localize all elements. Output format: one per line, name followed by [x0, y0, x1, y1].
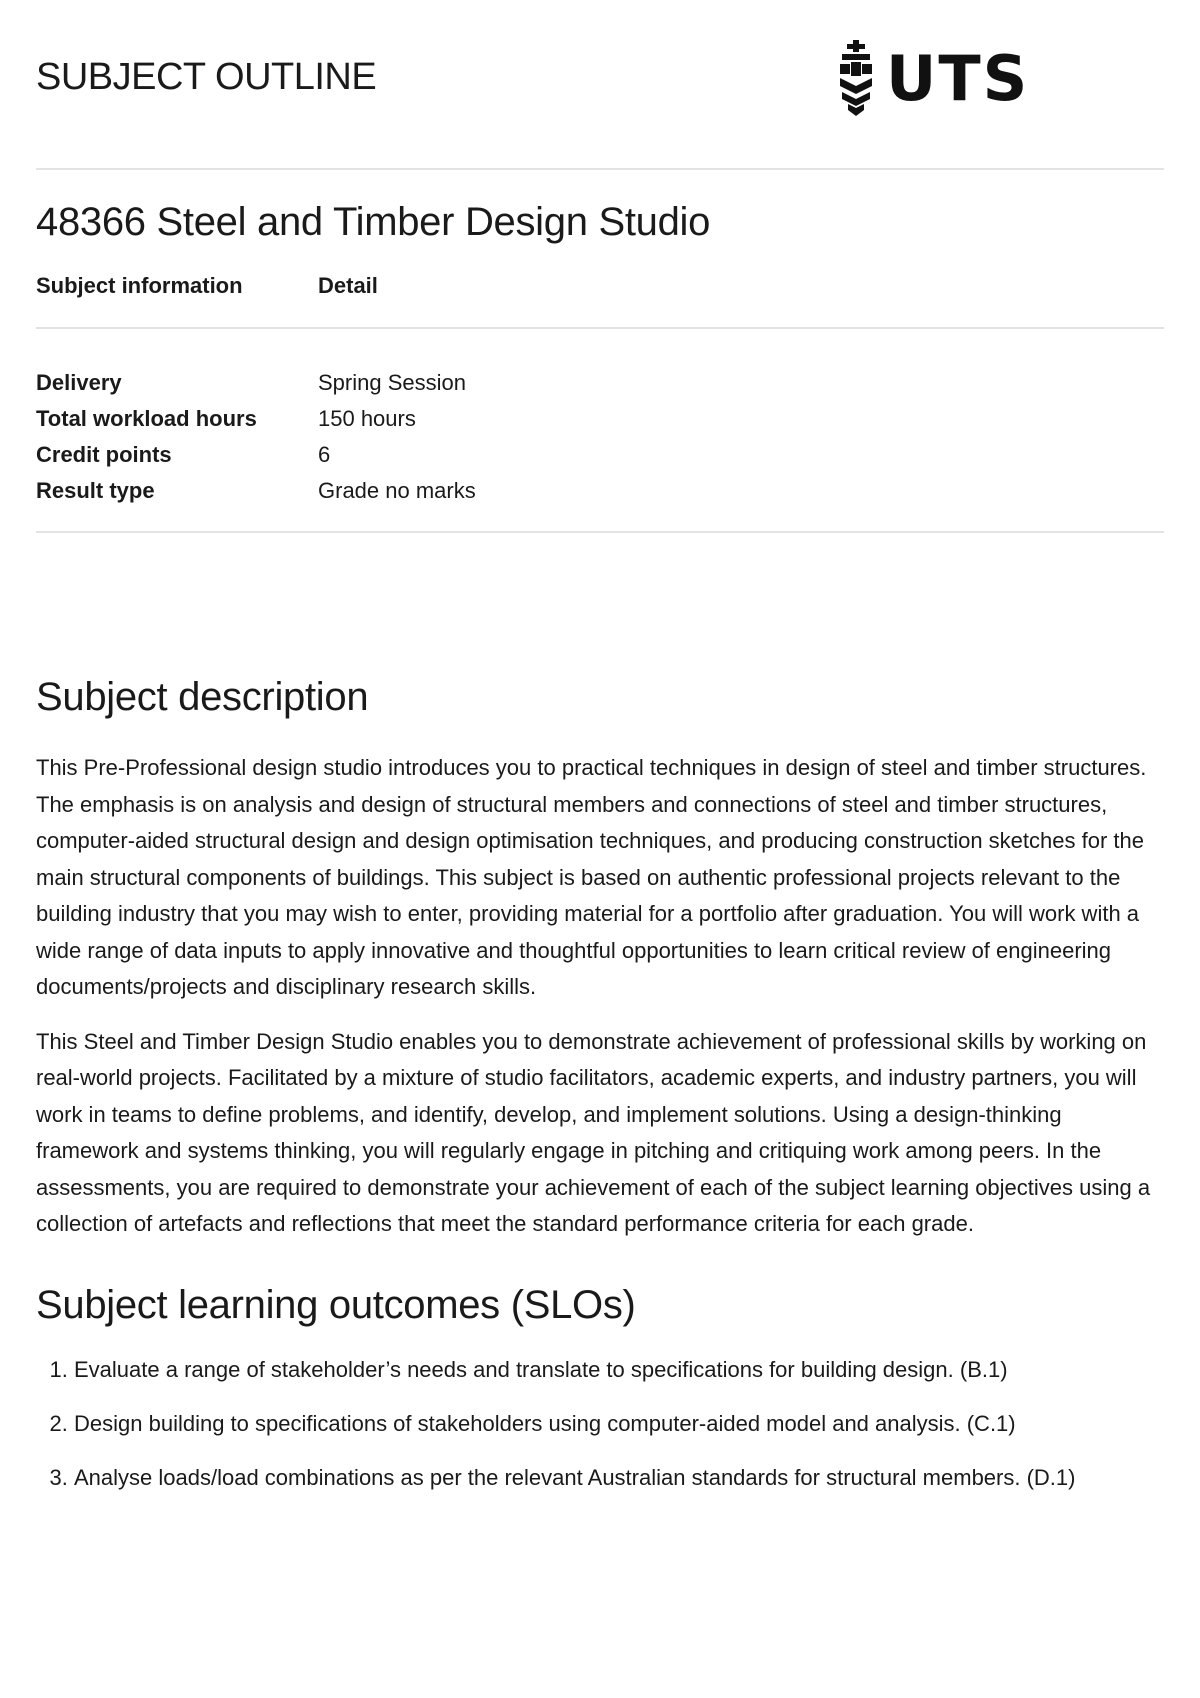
info-row-credit-points	[36, 437, 1164, 473]
header-divider	[36, 168, 1164, 170]
uts-crest-icon	[836, 40, 876, 118]
info-table-divider	[36, 531, 1164, 533]
info-row-result-type	[36, 473, 1164, 509]
info-row-value: Spring Session	[318, 370, 466, 395]
subject-title: 48366 Steel and Timber Design Studio	[36, 200, 711, 244]
subject-info-table	[36, 273, 1164, 533]
document-title: SUBJECT OUTLINE	[36, 56, 377, 98]
slo-item: 2. Design building to specifications of stakeholders using computer-aided model and analysis. (C.1)	[74, 1406, 1164, 1442]
info-row-delivery	[36, 365, 1164, 401]
info-row-workload	[36, 401, 1164, 437]
info-row-value: 150 hours	[318, 406, 416, 431]
info-table-header	[36, 273, 1164, 313]
slo-item: 1. Evaluate a range of stakeholder’s needs and translate to specifications for building design. (B.1)	[74, 1352, 1164, 1388]
subject-description-heading: Subject description	[36, 675, 369, 719]
info-header-divider	[36, 327, 1164, 329]
page-header	[36, 0, 1164, 168]
document-page	[36, 0, 1164, 1514]
description-paragraph: This Steel and Timber Design Studio enables you to demonstrate achievement of professional skills by working on real-world projects. Facilitated by a mixture of studio facilitators, academic experts, and industry partners, you will work in teams to define problems, and identify, develop, and implement solutions. Using a design-thinking framework and systems thinking, you will regularly engage in pitching and critiquing work among peers. In the assessments, you are required to demonstrate your achievement of each of the subject learning objectives using a collection of artefacts and reflections that meet the standard performance criteria for each grade.	[36, 1028, 1151, 1236]
uts-logo	[836, 40, 1029, 118]
slo-item: 3. Analyse loads/load combinations as per the relevant Australian standards for structural members. (D.1)	[74, 1460, 1164, 1496]
description-paragraph: This Pre-Professional design studio introduces you to practical techniques in design of steel and timber structures. The emphasis is on analysis and design of structural members and connections of steel and timber structures, computer-aided structural design and design optimisation techniques, and producing construction sketches for the main structural components of buildings. This subject is based on authentic professional projects relevant to the building industry that you may wish to enter, providing material for a portfolio after graduation. You will work with a wide range of data inputs to apply innovative and thoughtful opportunities to learn critical review of engineering documents/projects and disciplinary research skills.	[36, 755, 1147, 999]
info-row-label: Total workload hours	[36, 406, 257, 431]
info-row-label: Result type	[36, 478, 155, 503]
slo-list	[36, 1352, 1164, 1496]
info-row-value: Grade no marks	[318, 478, 476, 503]
info-row-value: 6	[318, 442, 331, 467]
info-header-label: Subject information	[36, 273, 243, 298]
info-row-label: Credit points	[36, 442, 172, 467]
slo-heading: Subject learning outcomes (SLOs)	[36, 1282, 636, 1327]
uts-logo-text: UTS	[886, 42, 1030, 115]
info-row-label: Delivery	[36, 370, 122, 395]
info-header-detail: Detail	[318, 273, 378, 298]
